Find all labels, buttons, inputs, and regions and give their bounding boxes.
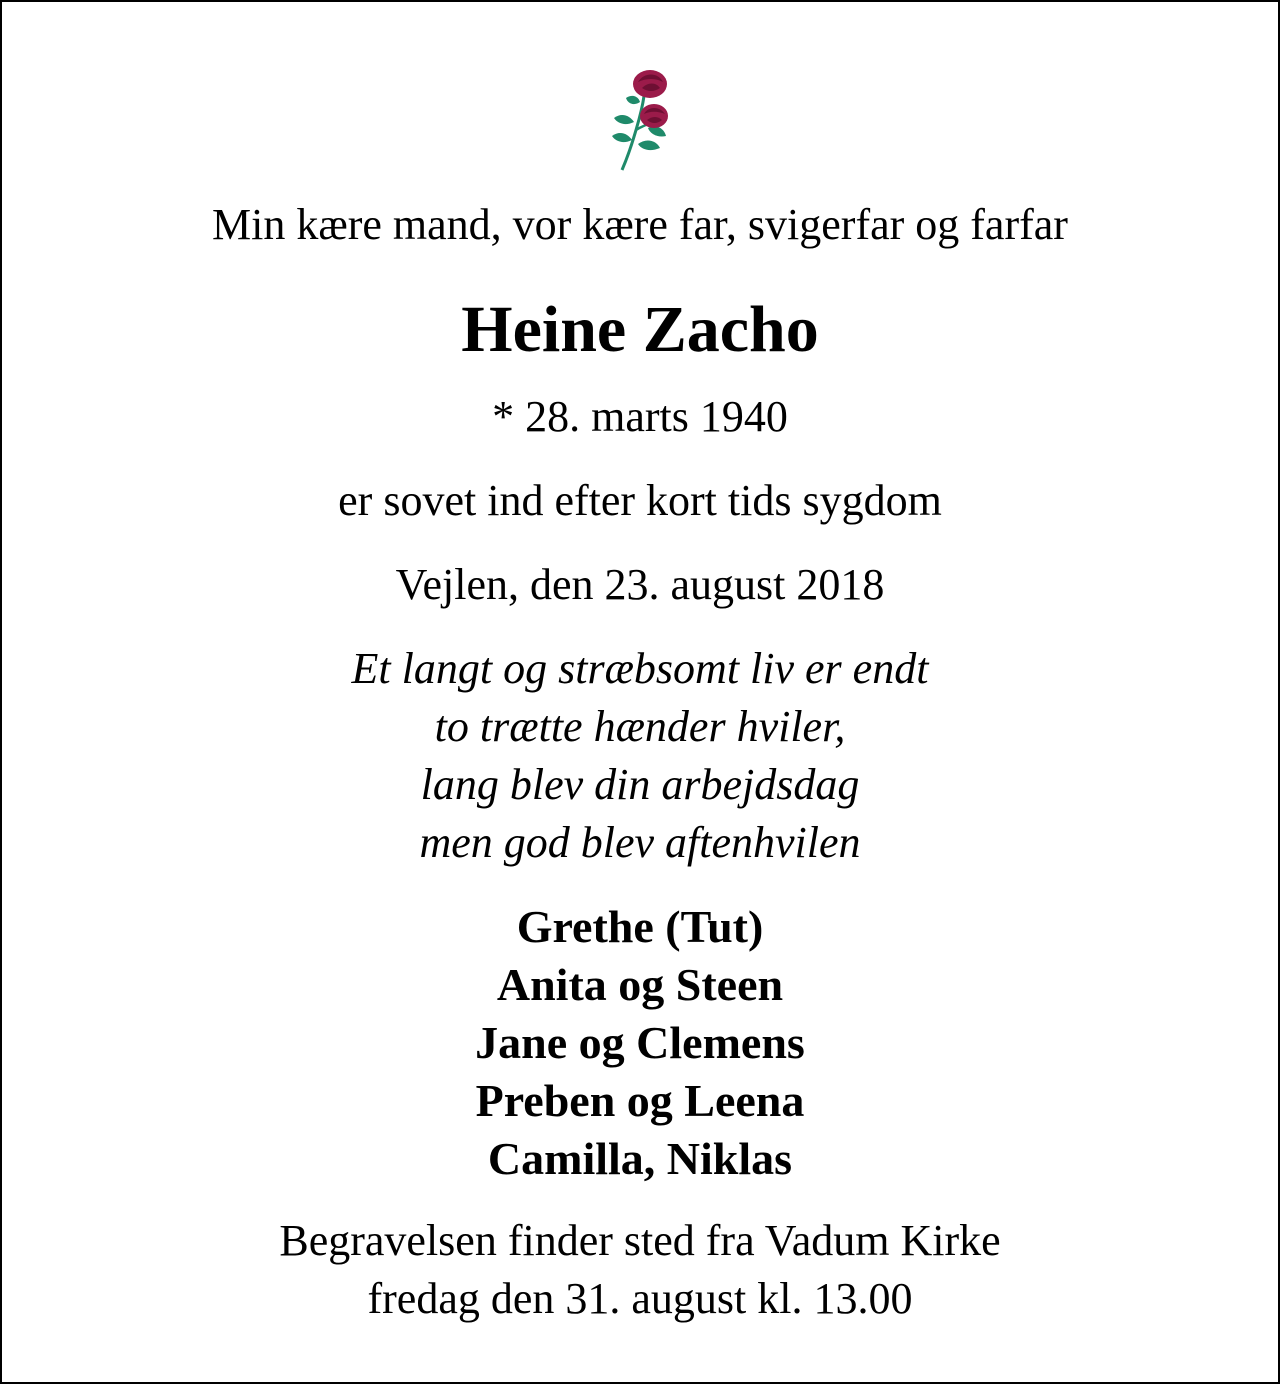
birth-date: * 28. marts 1940 [492, 392, 788, 441]
funeral-info [2, 1212, 1278, 1328]
family-member: Preben og Leena [475, 1075, 805, 1126]
funeral-location: Begravelsen finder sted fra Vadum Kirke [279, 1216, 1001, 1265]
verse-line: lang blev din arbejdsdag [420, 760, 860, 809]
intro-text: Min kære mand, vor kære far, svigerfar og farfar [212, 200, 1068, 249]
family-member: Camilla, Niklas [487, 1133, 793, 1184]
deceased-name: Heine Zacho [461, 293, 819, 366]
verse-line: to trætte hænder hviler, [434, 702, 846, 751]
verse [2, 640, 1278, 872]
family-member: Jane og Clemens [475, 1017, 805, 1068]
rose-icon [608, 66, 678, 172]
place-and-date: Vejlen, den 23. august 2018 [395, 560, 885, 609]
funeral-time: fredag den 31. august kl. 13.00 [367, 1274, 913, 1323]
family-member: Grethe (Tut) [516, 901, 764, 952]
passing-text: er sovet ind efter kort tids sygdom [338, 476, 942, 525]
verse-line: men god blev aftenhvilen [419, 818, 861, 867]
family-list [2, 898, 1278, 1188]
family-member: Anita og Steen [496, 959, 784, 1010]
verse-line: Et langt og stræbsomt liv er endt [351, 644, 929, 693]
